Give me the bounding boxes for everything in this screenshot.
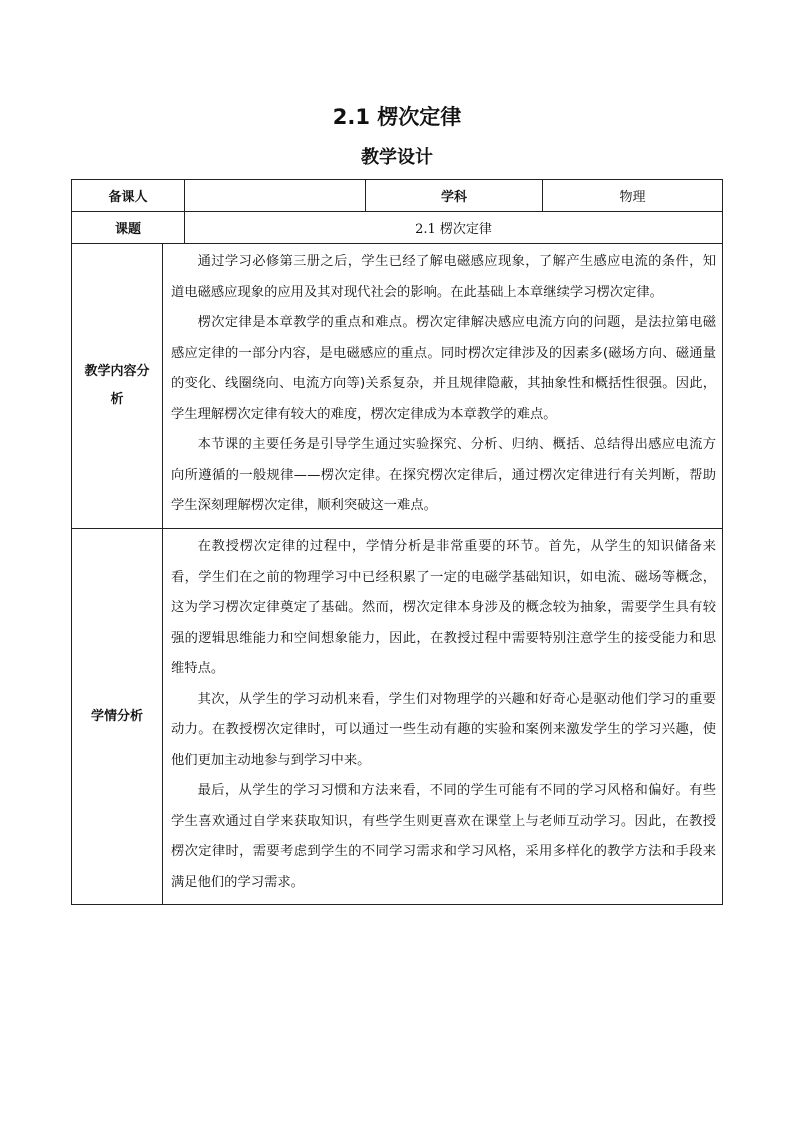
info-row-topic <box>72 212 723 244</box>
student-paragraph: 在教授楞次定律的过程中，学情分析是非常重要的环节。首先，从学生的知识储备来看，学生们在之前的物理学习中已经积累了一定的电磁学基础知识，如电流、磁场等概念，这为学习楞次定律奠定了基础。然而，楞次定律本身涉及的概念较为抽象，需要学生具有较强的逻辑思维能力和空间想象能力，因此，在教授过程中需要特别注意学生的接受能力和思维特点。 <box>171 539 717 676</box>
topic-label: 课题 <box>72 212 185 244</box>
preparer-label: 备课人 <box>72 180 185 212</box>
student-analysis-label: 学情分析 <box>72 529 163 905</box>
content-paragraph: 楞次定律是本章教学的重点和难点。楞次定律解决感应电流方向的问题，是法拉第电磁感应定律的一部分内容，是电磁感应的重点。同时楞次定律涉及的因素多(磁场方向、磁通量的变化、线圈绕向、电流方向等)关系复杂，并且规律隐蔽，其抽象性和概括性很强。因此，学生理解楞次定律有较大的难度，楞次定律成为本章教学的难点。 <box>171 315 717 422</box>
content-paragraph: 本节课的主要任务是引导学生通过实验探究、分析、归纳、概括、总结得出感应电流方向所遵循的一般规律——楞次定律。在探究楞次定律后，通过楞次定律进行有关判断，帮助学生深刻理解楞次定律，顺利突破这一难点。 <box>171 437 717 513</box>
student-paragraph: 最后，从学生的学习习惯和方法来看，不同的学生可能有不同的学习风格和偏好。有些学生喜欢通过自学来获取知识，有些学生则更喜欢在课堂上与老师互动学习。因此，在教授楞次定律时，需要考虑到学生的不同学习需求和学习风格，采用多样化的教学方法和手段来满足他们的学习需求。 <box>171 783 717 890</box>
content-analysis-row <box>72 244 723 529</box>
content-analysis-label: 教学内容分析 <box>72 244 163 529</box>
document-subtitle: 教学设计 <box>361 147 433 168</box>
topic-value: 2.1 楞次定律 <box>185 212 723 244</box>
lesson-plan-table <box>71 179 723 905</box>
info-row-preparer <box>72 180 723 212</box>
student-analysis-body <box>163 529 723 905</box>
document-title: 2.1 楞次定律 <box>332 105 462 129</box>
subject-label: 学科 <box>366 180 543 212</box>
student-paragraph: 其次，从学生的学习动机来看，学生们对物理学的兴趣和好奇心是驱动他们学习的重要动力。在教授楞次定律时，可以通过一些生动有趣的实验和案例来激发学生的学习兴趣，使他们更加主动地参与到学习中来。 <box>171 691 717 768</box>
content-paragraph: 通过学习必修第三册之后，学生已经了解电磁感应现象，了解产生感应电流的条件，知道电磁感应现象的应用及其对现代社会的影响。在此基础上本章继续学习楞次定律。 <box>171 254 717 300</box>
content-analysis-body <box>163 244 723 529</box>
student-analysis-row <box>72 529 723 905</box>
preparer-value <box>185 180 366 212</box>
subject-value: 物理 <box>543 180 723 212</box>
